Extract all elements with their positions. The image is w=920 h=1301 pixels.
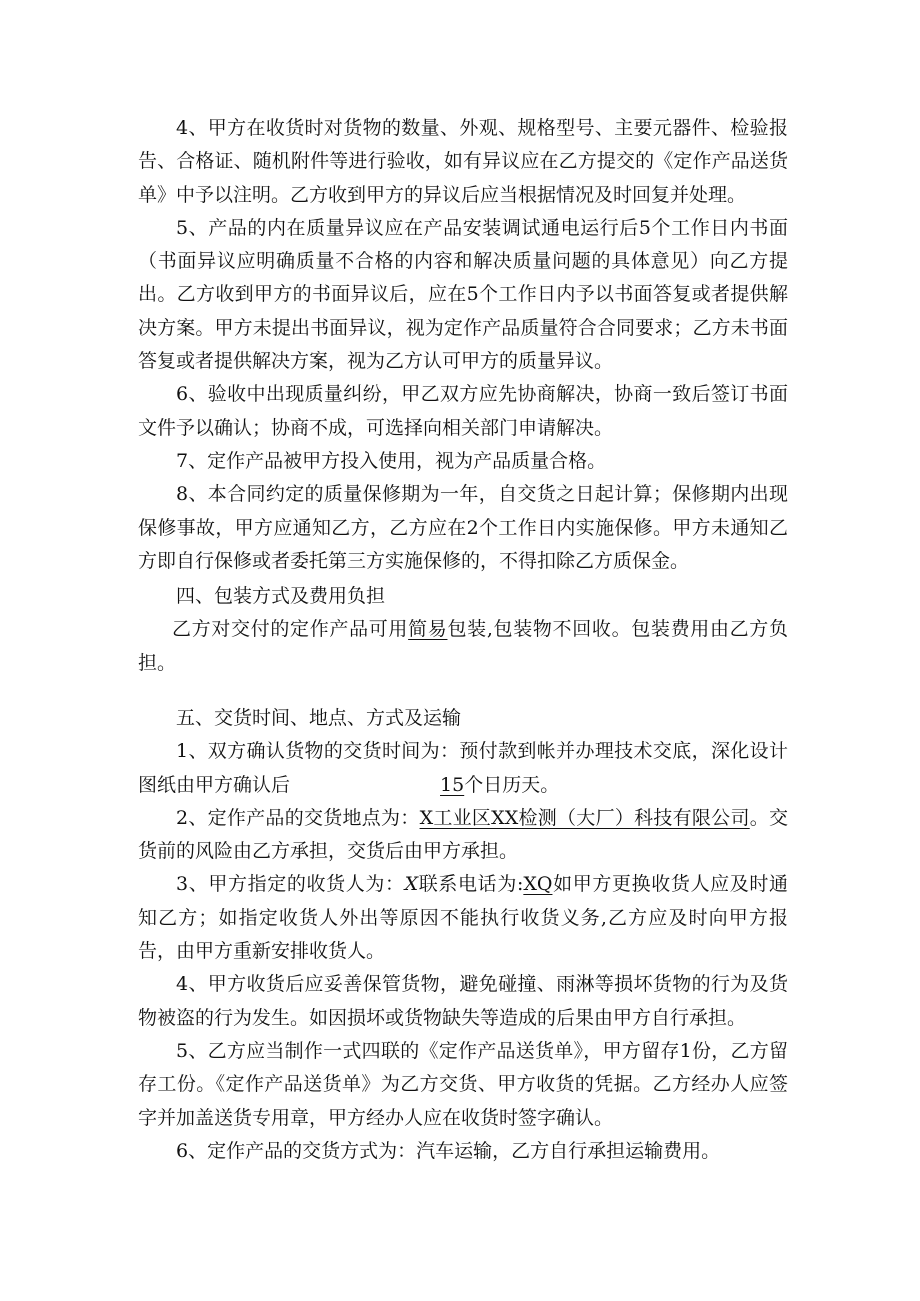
delivery-place: X工业区XX检测（大厂）科技有限公司 [419, 806, 750, 829]
clause-3-7: 7、定作产品被甲方投入使用，视为产品质量合格。 [176, 449, 607, 472]
packaging-type: 简易 [408, 618, 448, 641]
clause-4-text [138, 613, 788, 680]
delivery-risk-text: 。交货前的风险由乙方承担，交货后由甲方承担。 [138, 806, 788, 863]
receiver-text-after: 如甲方更换收货人应及时通知乙方；如指定收货人外出等原因不能执行收货义务,乙方应及时向甲方报告，由甲方重新安排收货人。 [138, 873, 788, 963]
clause-3-6: 6、验收中出现质量纠纷，甲乙双方应先协商解决，协商一致后签订书面文件予以确认；协商不成，可选择向相关部门申请解决。 [138, 383, 788, 439]
phone-label: 联系电话为: [418, 873, 524, 896]
packaging-text-after: 包装,包装物不回收。包装费用由乙方负担。 [138, 618, 788, 674]
receiver-label: 3、甲方指定的收货人为： [176, 873, 405, 896]
delivery-days-unit: 个日历天。 [464, 773, 560, 796]
section4-block [138, 580, 788, 680]
delivery-time-text: 1、双方确认货物的交货时间为：预付款到帐并办理技术交底，深化设计图纸由甲方确认后 [138, 740, 788, 796]
packaging-text-before: 乙方对交付的定作产品可用 [172, 618, 409, 641]
clause-3-8: 8、本合同约定的质量保修期为一年，自交货之日起计算；保修期内出现保修事故，甲方应通知乙方，乙方应在2个工作日内实施保修。甲方未通知乙方即自行保修或者委托第三方实施保修的，不得扣除乙方质保金。 [138, 483, 788, 572]
receiver-phone: XQ [523, 873, 553, 896]
delivery-days: 15 [440, 773, 465, 796]
clause-5-6: 6、定作产品的交货方式为：汽车运输，乙方自行承担运输费用。 [176, 1139, 721, 1162]
receiver-name: X [404, 873, 419, 896]
clause-3-4: 4、甲方在收货时对货物的数量、外观、规格型号、主要元器件、检验报告、合格证、随机附件等进行验收，如有异议应在乙方提交的《定作产品送货单》中予以注明。乙方收到甲方的异议后应当根据情况及时回复并处理。 [138, 117, 788, 206]
section5-block [138, 702, 788, 1168]
section5-heading: 五、交货时间、地点、方式及运输 [176, 707, 462, 729]
clause-5-4: 4、甲方收货后应妥善保管货物，避免碰撞、雨淋等损坏货物的行为及货物被盗的行为发生。如因损坏或货物缺失等造成的后果由甲方自行承担。 [138, 973, 788, 1029]
clause-5-3 [138, 868, 788, 968]
clause-5-1 [138, 735, 788, 802]
clause-5-2 [138, 802, 788, 869]
section4-heading: 四、包装方式及费用负担 [176, 585, 386, 607]
delivery-place-label: 2、定作产品的交货地点为： [176, 806, 420, 829]
clause-3-5: 5、产品的内在质量异议应在产品安装调试通电运行后5个工作日内书面（书面异议应明确质量不合格的内容和解决质量问题的具体意见）向乙方提出。乙方收到甲方的书面异议后，应在5个工作日内予以书面答复或者提供解决方案。甲方未提出书面异议，视为定作产品质量符合合同要求；乙方未书面答复或者提供解决方案，视为乙方认可甲方的质量异议。 [138, 216, 788, 373]
section3-block [138, 112, 788, 578]
clause-5-5: 5、乙方应当制作一式四联的《定作产品送货单》，甲方留存1份，乙方留存工份。《定作产品送货单》为乙方交货、甲方收货的凭据。乙方经办人应签字并加盖送货专用章，甲方经办人应在收货时签字确认。 [138, 1039, 788, 1129]
